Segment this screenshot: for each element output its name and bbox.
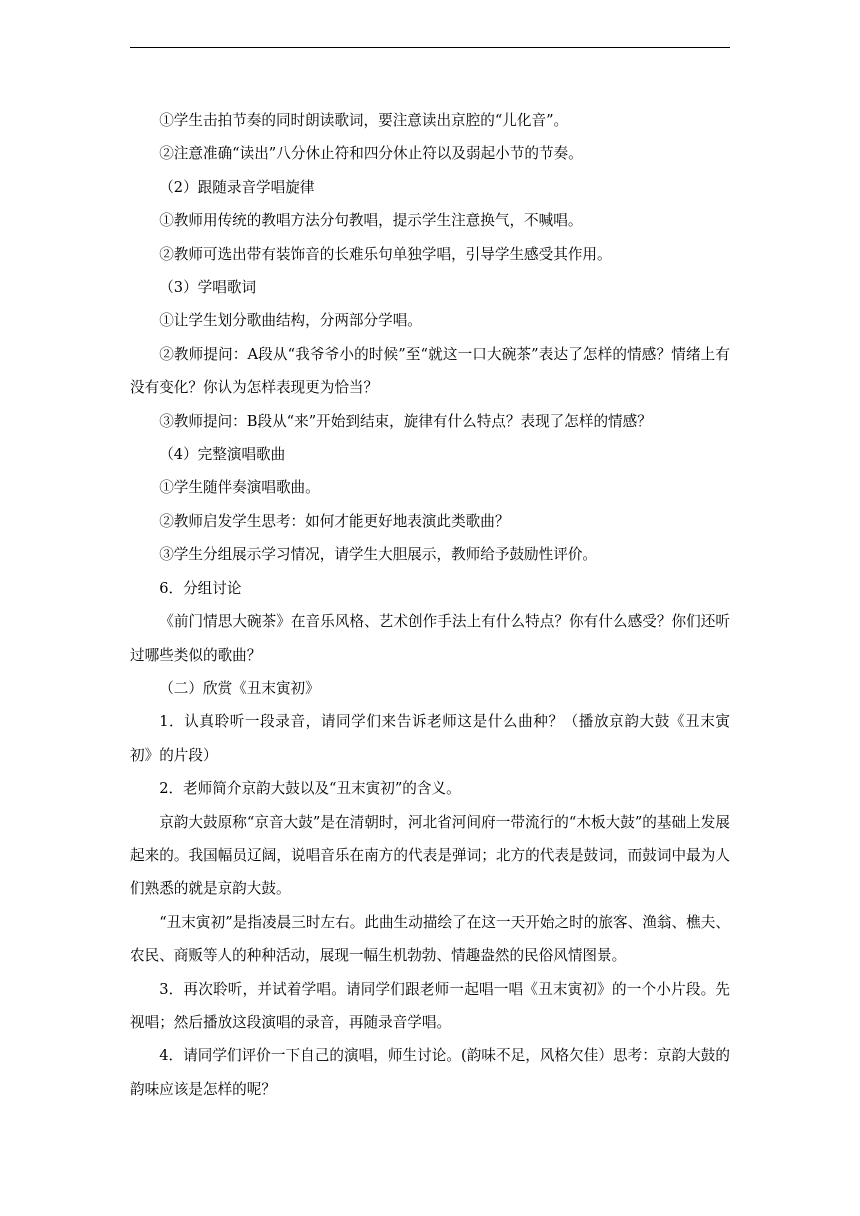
paragraph: ②教师启发学生思考：如何才能更好地表演此类歌曲？ xyxy=(159,512,510,530)
paragraph: ①让学生划分歌曲结构，分两部分学唱。 xyxy=(159,312,422,330)
paragraph: 京韵大鼓原称“京音大鼓”是在清朝时，河北省河间府一带流行的“木板大鼓”的基础上发展起来的。我国幅员辽阔，说唱音乐在南方的代表是弹词；北方的代表是鼓词，而鼓词中最为人们熟悉的就是京韵大鼓。 xyxy=(130,813,730,898)
section-heading: （4）完整演唱歌曲 xyxy=(159,446,286,464)
paragraph: 3．再次聆听，并试着学唱。请同学们跟老师一起唱一唱《丑末寅初》的一个小片段。先视唱；然后播放这段演唱的录音，再随录音学唱。 xyxy=(130,980,730,1031)
header-rule xyxy=(130,47,730,48)
paragraph: ①学生随伴奏演唱歌曲。 xyxy=(159,479,320,497)
paragraph: 4．请同学们评价一下自己的演唱，师生讨论。(韵味不足，风格欠佳）思考：京韵大鼓的韵味应该是怎样的呢？ xyxy=(130,1047,730,1098)
paragraph: ①教师用传统的教唱方法分句教唱，提示学生注意换气，不喊唱。 xyxy=(159,212,583,230)
section-heading: （3）学唱歌词 xyxy=(159,279,257,297)
document-body xyxy=(130,104,730,1106)
paragraph: ②教师提问：A段从“我爷爷小的时候”至“就这一口大碗茶”表达了怎样的情感？情绪上有没有变化？你认为怎样表现更为恰当？ xyxy=(130,345,730,397)
paragraph: 2．老师简介京韵大鼓以及“丑末寅初”的含义。 xyxy=(159,780,461,798)
paragraph: 1．认真聆听一段录音，请同学们来告诉老师这是什么曲种？（播放京韵大鼓《丑末寅初》的片段） xyxy=(130,713,730,764)
paragraph: ③教师提问：B段从“来”开始到结束，旋律有什么特点？表现了怎样的情感？ xyxy=(159,412,652,430)
paragraph: ②注意准确“读出”八分休止符和四分休止符以及弱起小节的节奏。 xyxy=(159,145,583,163)
section-heading: 6．分组讨论 xyxy=(159,579,242,597)
section-heading: （二）欣赏《丑末寅初》 xyxy=(159,679,320,697)
paragraph: ②教师可选出带有装饰音的长难乐句单独学唱，引导学生感受其作用。 xyxy=(159,245,612,263)
section-heading: （2）跟随录音学唱旋律 xyxy=(159,178,315,196)
paragraph: ①学生击拍节奏的同时朗读歌词，要注意读出京腔的“儿化音”。 xyxy=(159,112,569,129)
paragraph: 《前门情思大碗茶》在音乐风格、艺术创作手法上有什么特点？你有什么感受？你们还听过哪些类似的歌曲？ xyxy=(130,613,730,664)
paragraph: “丑末寅初”是指凌晨三时左右。此曲生动描绘了在这一天开始之时的旅客、渔翁、樵夫、农民、商贩等人的种种活动，展现一幅生机勃勃、情趣盎然的民俗风情图景。 xyxy=(130,913,730,965)
paragraph: ③学生分组展示学习情况，请学生大胆展示，教师给予鼓励性评价。 xyxy=(159,546,598,564)
